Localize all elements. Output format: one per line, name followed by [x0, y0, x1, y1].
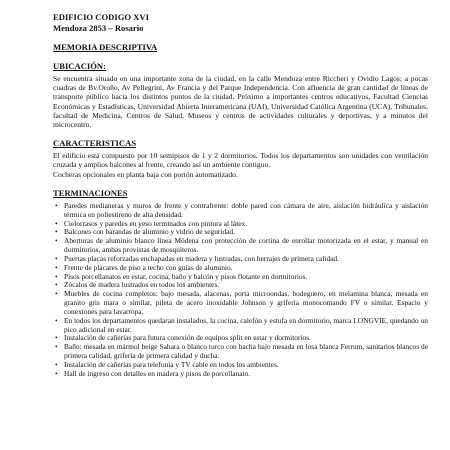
terminaciones-heading: TERMINACIONES	[53, 187, 128, 198]
caracteristicas-cocheras: Cocheras opcionales en planta baja con portón automatizado.	[53, 169, 238, 179]
building-name: EDIFICIO CODIGO XVI	[53, 12, 149, 22]
list-item: • Zócalos de madera lustrados en todos los ambientes.	[64, 281, 428, 290]
list-item: • Frente de placares de piso a techo con guías de aluminio.	[64, 264, 428, 273]
caracteristicas-heading: CARACTERISTICAS	[53, 138, 137, 149]
ubicacion-text: Se encuentra situado en una importante zona de la ciudad, en la calle Mendoza entre Riccheri y Ovidio Lagos; a pocas cuadras de Bv.Oroño, Av Pellegrini, Av Francia y del Parque Independencia. Con afluencia de gran cantidad de líneas de transporte público hacia los distintos puntos de la ciudad. Próximo a importantes centros educativos, Facultad Ciencias Económicas y Estadísticas, Universidad Abierta Interamericana (UAI), Universidad Católica Argentina (UCA), Tribunales, facultad de Medicina, Centros de Salud, Museos y centros de actividades culturales y deportivas, y a minutos del microcentro.	[53, 74, 428, 130]
list-item: • Hall de ingreso con detalles en madera y pisos de porcellanato.	[64, 370, 428, 379]
memoria-title: MEMORIA DESCRIPTIVA	[53, 42, 158, 52]
list-item: • Aberturas de aluminio blanco línea Módena con protección de cortina de enrollar motorizada en el estar, y manual en dormitorios, ambas provistas de mosquiteros.	[64, 237, 428, 255]
list-item: • Muebles de cocina completos: bajo mesada, alacenas, porta microondas, bodeguero, en melamina blanca, mesada en granito gris mara o similar, pileta de acero inoxidable Johnson y grifería monocomando FV o similar. Espacio y conexiones para lavarropa.	[64, 290, 428, 317]
ubicacion-heading: UBICACIÓN:	[53, 61, 106, 71]
list-item: • Pisos porcellanatos en estar, cocina, baño y balcón y pisos flotante en dormitorios.	[64, 273, 428, 282]
list-item: • Balcones con barandas de aluminio y vidrio de seguridad.	[64, 228, 428, 237]
list-item: • En todos los departamentos quedaran instalados, la cocina, calefón y estufa en dormitorio, marca LONGVIE, quedando un pico adicional en estar.	[64, 317, 428, 335]
list-item: • Instalación de cañerías para telefonía y TV cable en todos los ambientes.	[64, 361, 428, 370]
building-address: Mendoza 2853 – Rosario	[53, 22, 144, 33]
terminaciones-list	[53, 202, 428, 379]
list-item: • Instalación de cañerías para futura conexión de equipos split en estar y dormitorios.	[64, 334, 428, 343]
list-item: • Baño: mesada en mármol beige Sahara o blanco turco con bacha bajo mesada en losa blanca Ferrum, sanitarios blancos de primera calidad, grifería de primera calidad y ducha.	[64, 343, 428, 361]
list-item: • Puertas placas reforzadas enchapadas en madera y lustradas, con herrajes de primera calidad.	[64, 255, 428, 264]
list-item: • Cielorrasos y paredes en yeso terminados con pintura al látex.	[64, 220, 428, 229]
caracteristicas-text: El edificio está compuesto por 10 semipisos de 1 y 2 dormitorios. Todos los departamentos son unidades con ventilación cruzada y amplios balcones al frente, creando así un ambiente contiguo.	[53, 151, 428, 170]
list-item: • Paredes medianeras y muros de frente y contrafrente: doble pared con cámara de aire, aislación hidráulica y aislación térmica en poliestireno de alta densidad.	[64, 202, 428, 220]
